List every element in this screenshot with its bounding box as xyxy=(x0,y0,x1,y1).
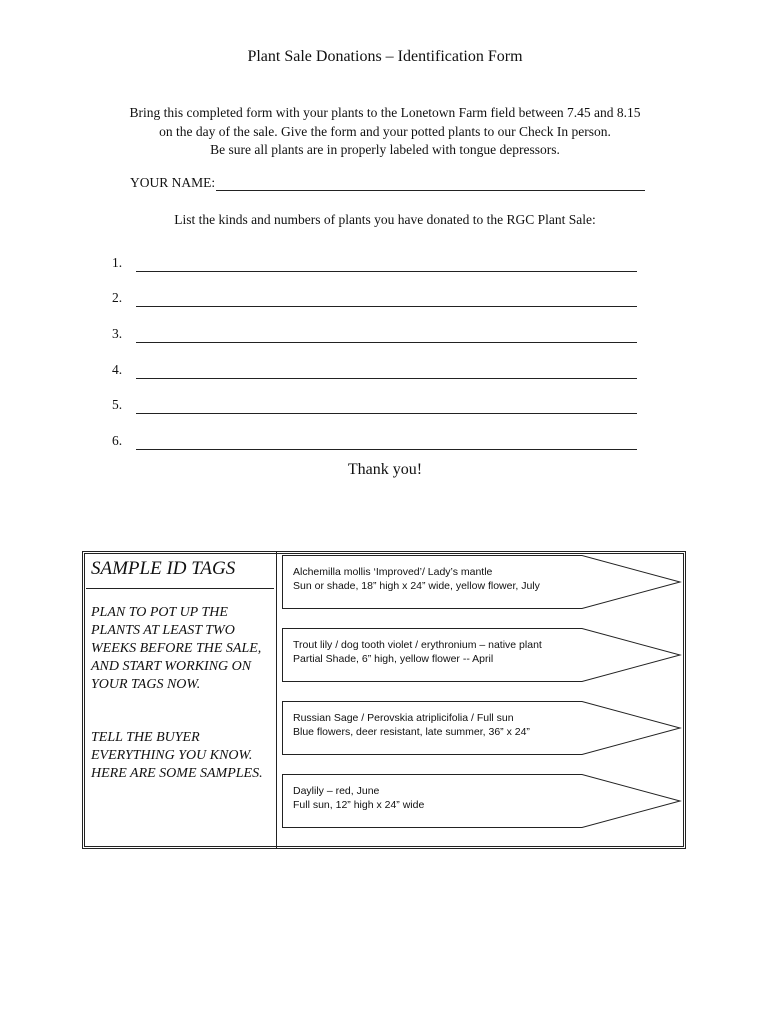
thank-you-text: Thank you! xyxy=(347,461,423,478)
entry-number: 3. xyxy=(112,325,123,341)
heading-divider xyxy=(86,588,274,589)
entry-blank-line[interactable] xyxy=(136,367,637,379)
intro-line: Bring this completed form with your plants to the Lonetown Farm field between 7.45 and 8.15 xyxy=(129,105,641,120)
plant-entry xyxy=(112,387,637,423)
tag-text xyxy=(293,638,593,666)
plant-list xyxy=(112,245,637,459)
tag-line-2: Sun or shade, 18” high x 24” wide, yellow flower, July xyxy=(293,580,540,592)
name-label: YOUR NAME: xyxy=(130,175,216,190)
entry-number: 6. xyxy=(112,432,123,448)
plant-entry xyxy=(112,352,637,388)
tag-line-2: Blue flowers, deer resistant, late summer, 36” x 24” xyxy=(293,726,530,738)
entry-blank-line[interactable] xyxy=(136,260,637,272)
name-blank-line[interactable] xyxy=(216,176,645,191)
entry-blank-line[interactable] xyxy=(136,295,637,307)
entry-number: 4. xyxy=(112,361,123,377)
plan-ahead-note: PLAN TO POT UP THE PLANTS AT LEAST TWO WEEKS BEFORE THE SALE, AND START WORKING ON YOUR TAGS NOW. xyxy=(91,605,262,692)
tell-buyer-note: TELL THE BUYER EVERYTHING YOU KNOW. HERE ARE SOME SAMPLES. xyxy=(91,730,263,781)
tag-text xyxy=(293,784,593,812)
intro-line: on the day of the sale. Give the form and your potted plants to our Check In person. xyxy=(159,123,611,139)
sample-tag xyxy=(282,701,682,755)
entry-blank-line[interactable] xyxy=(136,438,637,450)
sample-tags-box xyxy=(82,551,686,849)
intro-paragraph xyxy=(60,104,710,160)
entry-blank-line[interactable] xyxy=(136,331,637,343)
sample-tag-list xyxy=(279,552,685,848)
tag-line-2: Partial Shade, 6” high, yellow flower -- April xyxy=(293,653,494,665)
tag-line-1: Alchemilla mollis ‘Improved’/ Lady’s mantle xyxy=(293,566,493,578)
sample-instructions xyxy=(83,552,277,848)
form-title: Plant Sale Donations – Identification Form xyxy=(247,48,523,65)
tag-line-2: Full sun, 12” high x 24” wide xyxy=(293,799,425,811)
sample-tag xyxy=(282,555,682,609)
plant-entry xyxy=(112,281,637,317)
sample-tag xyxy=(282,628,682,682)
intro-line: Be sure all plants are in properly labeled with tongue depressors. xyxy=(210,142,560,157)
tag-text xyxy=(293,565,593,593)
tag-line-1: Trout lily / dog tooth violet / erythronium – native plant xyxy=(293,639,542,651)
name-field-row xyxy=(130,175,645,191)
plant-entry xyxy=(112,423,637,459)
entry-number: 1. xyxy=(112,254,123,270)
entry-number: 5. xyxy=(112,397,123,413)
sample-heading: SAMPLE ID TAGS xyxy=(91,558,236,579)
tag-text xyxy=(293,711,593,739)
tag-line-1: Daylily – red, June xyxy=(293,785,380,797)
tag-line-1: Russian Sage / Perovskia atriplicifolia / Full sun xyxy=(293,712,514,724)
entry-number: 2. xyxy=(112,290,123,306)
list-prompt: List the kinds and numbers of plants you have donated to the RGC Plant Sale: xyxy=(174,212,596,227)
plant-entry xyxy=(112,316,637,352)
plant-entry xyxy=(112,245,637,281)
entry-blank-line[interactable] xyxy=(136,402,637,414)
sample-tag xyxy=(282,774,682,828)
